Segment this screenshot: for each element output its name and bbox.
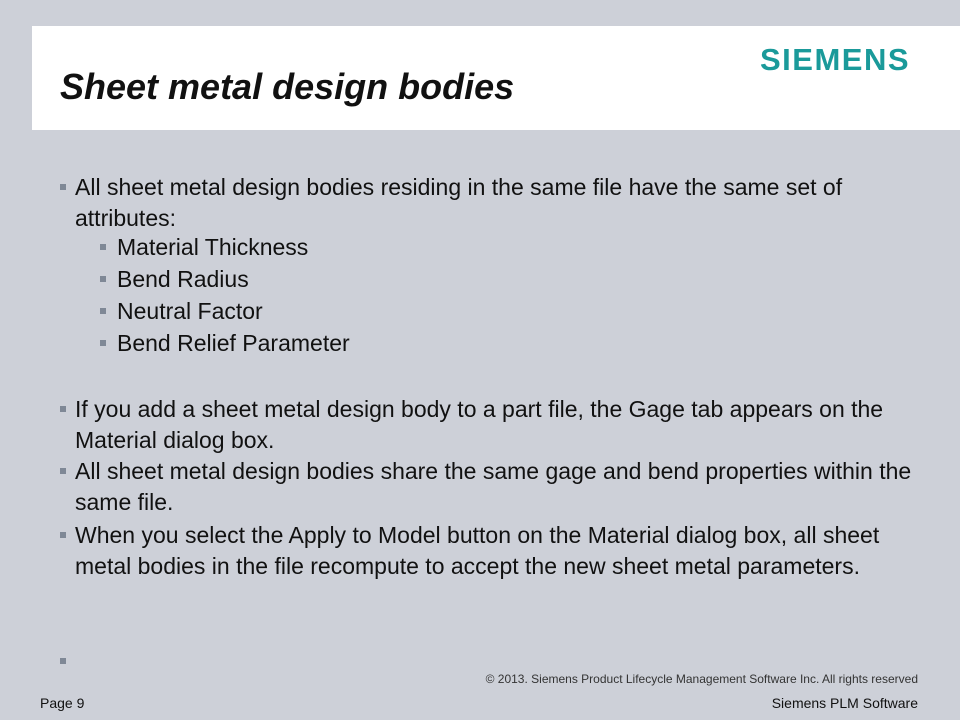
sub-bullet-text: Bend Radius bbox=[117, 266, 249, 292]
copyright-notice: © 2013. Siemens Product Lifecycle Management Software Inc. All rights reserved bbox=[485, 672, 918, 686]
page-number: Page 9 bbox=[40, 695, 85, 711]
siemens-logo: SIEMENS bbox=[760, 42, 911, 77]
bullet-marker-icon bbox=[60, 406, 66, 412]
bullet-text: If you add a sheet metal design body to a part file, the Gage tab appears on the Material dialog box. bbox=[75, 396, 884, 453]
sub-bullet-neutral-factor bbox=[100, 296, 900, 327]
sub-bullet-text: Neutral Factor bbox=[117, 298, 263, 324]
bullet-attributes bbox=[60, 172, 920, 234]
bullet-marker-icon bbox=[60, 184, 66, 190]
sub-bullet-bend-radius bbox=[100, 264, 900, 295]
bullet-text: All sheet metal design bodies residing in the same file have the same set of attributes: bbox=[75, 174, 843, 231]
bullet-marker-icon bbox=[100, 308, 106, 314]
bullet-marker-icon bbox=[100, 244, 106, 250]
bullet-shared-properties bbox=[60, 456, 920, 518]
bullet-text: All sheet metal design bodies share the same gage and bend properties within the same file. bbox=[75, 458, 912, 515]
company-name: Siemens PLM Software bbox=[771, 695, 918, 711]
slide-title: Sheet metal design bodies bbox=[60, 66, 515, 107]
bullet-marker-icon bbox=[100, 340, 106, 346]
sub-bullet-text: Bend Relief Parameter bbox=[117, 330, 350, 356]
bullet-gage-tab bbox=[60, 394, 920, 456]
sub-bullet-bend-relief-parameter bbox=[100, 328, 900, 359]
bullet-text: When you select the Apply to Model button on the Material dialog box, all sheet metal bodies in the file recompute to accept the new sheet metal parameters. bbox=[75, 522, 880, 579]
sub-bullet-material-thickness bbox=[100, 232, 900, 263]
bullet-marker-icon bbox=[60, 468, 66, 474]
bullet-marker-icon bbox=[100, 276, 106, 282]
sub-bullet-text: Material Thickness bbox=[117, 234, 309, 260]
bullet-marker-icon bbox=[60, 532, 66, 538]
bullet-apply-to-model bbox=[60, 520, 920, 582]
empty-bullet-marker-icon bbox=[60, 658, 66, 664]
